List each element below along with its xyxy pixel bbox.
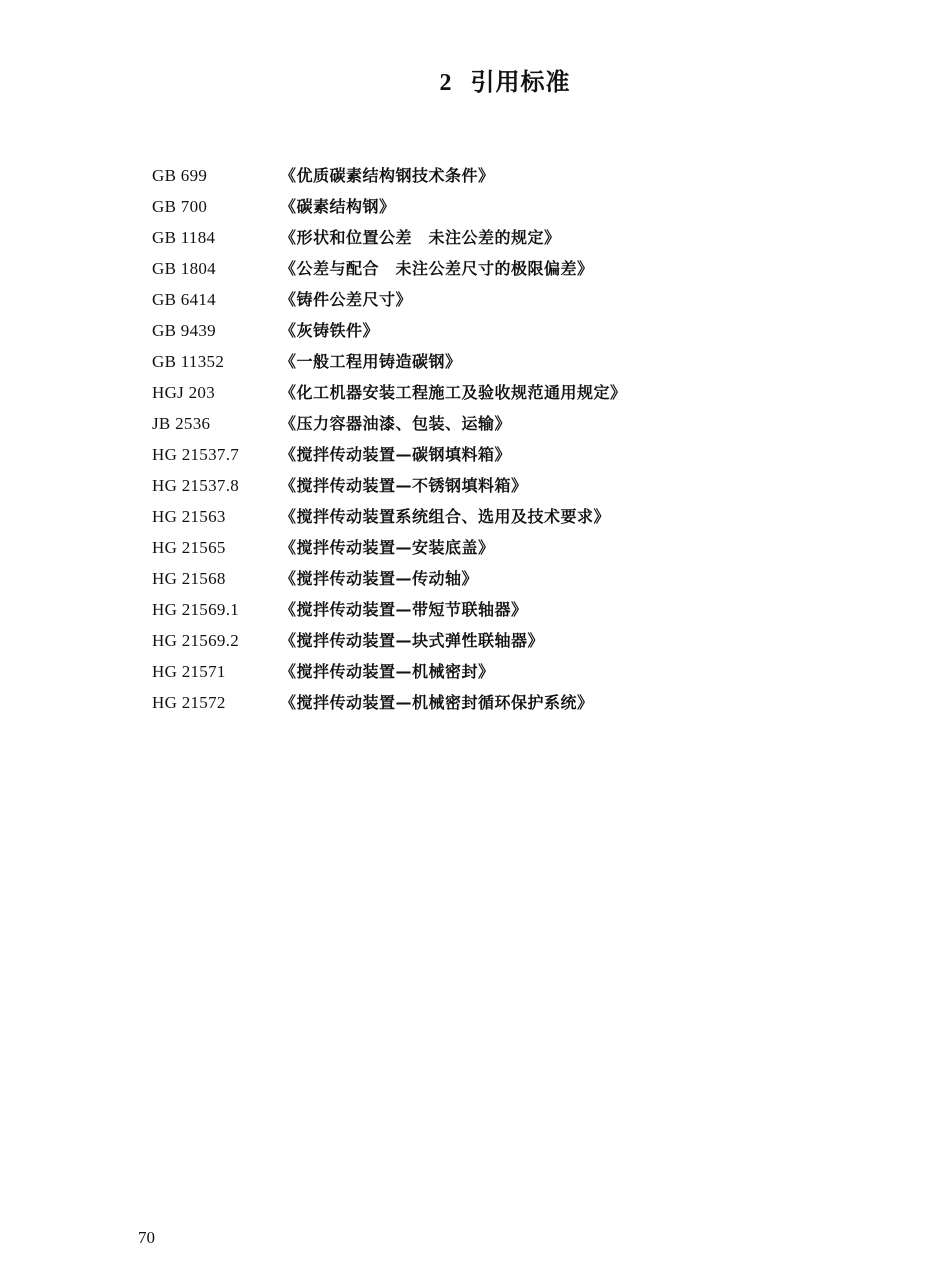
standard-code: GB 1184 (152, 228, 216, 247)
standard-row (152, 253, 772, 284)
standard-title: 《一般工程用铸造碳钢》 (280, 352, 462, 371)
standard-code: GB 11352 (152, 352, 225, 371)
standard-row (152, 346, 772, 377)
standard-title: 《搅拌传动装置—机械密封循环保护系统》 (280, 693, 594, 712)
standard-code: GB 699 (152, 166, 208, 185)
standard-row (152, 532, 772, 563)
standard-code: HG 21563 (152, 507, 226, 526)
standard-row (152, 408, 772, 439)
standard-title: 《搅拌传动装置—不锈钢填料箱》 (280, 476, 528, 495)
section-number: 2 (439, 70, 453, 96)
standard-title: 《搅拌传动装置系统组合、选用及技术要求》 (280, 507, 611, 526)
standard-title: 《搅拌传动装置—碳钢填料箱》 (280, 445, 512, 464)
standard-row (152, 656, 772, 687)
standard-row (152, 284, 772, 315)
section-heading (0, 62, 950, 97)
standard-title: 《形状和位置公差 未注公差的规定》 (280, 228, 561, 247)
standard-title: 《化工机器安装工程施工及验收规范通用规定》 (280, 383, 627, 402)
standard-code: HG 21572 (152, 693, 226, 712)
standard-code: HG 21537.7 (152, 445, 240, 464)
standard-row (152, 160, 772, 191)
standard-row (152, 315, 772, 346)
standard-row (152, 687, 772, 718)
standard-code: HG 21571 (152, 662, 226, 681)
standard-row (152, 191, 772, 222)
standard-code: GB 9439 (152, 321, 216, 340)
standard-code: HG 21565 (152, 538, 226, 557)
standard-title: 《搅拌传动装置—带短节联轴器》 (280, 600, 528, 619)
standard-code: GB 1804 (152, 259, 216, 278)
standard-code: HG 21537.8 (152, 476, 240, 495)
standard-title: 《搅拌传动装置—安装底盖》 (280, 538, 495, 557)
standard-row (152, 625, 772, 656)
standard-row (152, 470, 772, 501)
standard-title: 《优质碳素结构钢技术条件》 (280, 166, 495, 185)
standard-code: HG 21568 (152, 569, 226, 588)
standard-code: HGJ 203 (152, 383, 216, 402)
standard-title: 《碳素结构钢》 (280, 197, 396, 216)
standard-title: 《搅拌传动装置—块式弹性联轴器》 (280, 631, 545, 650)
standard-row (152, 377, 772, 408)
page-number: 70 (138, 1228, 155, 1247)
standard-code: GB 6414 (152, 290, 216, 309)
section-title: 引用标准 (470, 67, 571, 96)
referenced-standards-list (152, 160, 772, 718)
standard-row (152, 439, 772, 470)
standard-title: 《搅拌传动装置—机械密封》 (280, 662, 495, 681)
standard-code: JB 2536 (152, 414, 211, 433)
standard-title: 《公差与配合 未注公差尺寸的极限偏差》 (280, 259, 594, 278)
standard-row (152, 222, 772, 253)
standard-title: 《铸件公差尺寸》 (280, 290, 413, 309)
standard-row (152, 501, 772, 532)
standard-code: HG 21569.2 (152, 631, 240, 650)
standard-title: 《灰铸铁件》 (280, 321, 380, 340)
standard-row (152, 563, 772, 594)
standard-title: 《压力容器油漆、包装、运输》 (280, 414, 512, 433)
standard-code: GB 700 (152, 197, 208, 216)
standard-row (152, 594, 772, 625)
standard-title: 《搅拌传动装置—传动轴》 (280, 569, 479, 588)
standard-code: HG 21569.1 (152, 600, 240, 619)
